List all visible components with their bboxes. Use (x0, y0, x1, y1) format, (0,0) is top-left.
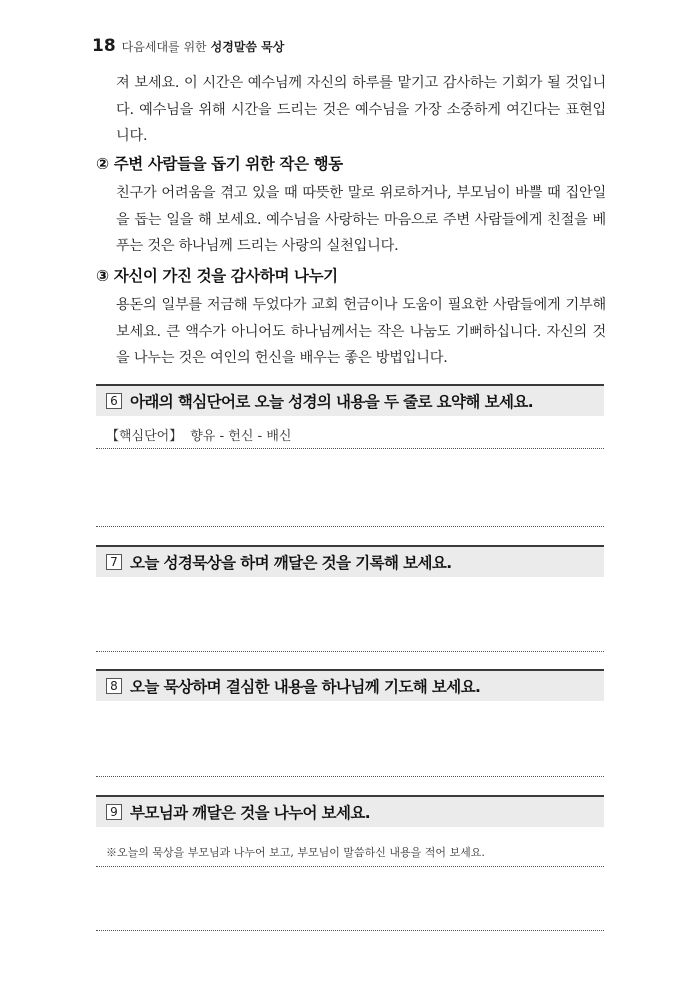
header-title: 성경말씀 묵상 (210, 40, 285, 54)
section-9 (96, 795, 604, 827)
page-number: 18 (92, 36, 116, 56)
answer-line[interactable] (96, 930, 604, 931)
answer-line[interactable] (96, 448, 604, 449)
intro-paragraph: 져 보세요. 이 시간은 예수님께 자신의 하루를 맡기고 감사하는 기회가 될 것입니다. 예수님을 위해 시간을 드리는 것은 예수님을 가장 소중하게 여긴다는 표현입니다. (116, 75, 606, 144)
section-6-title: 아래의 핵심단어로 오늘 성경의 내용을 두 줄로 요약해 보세요. (130, 393, 533, 411)
section-8-bar (96, 669, 604, 701)
answer-line[interactable] (96, 526, 604, 527)
section-7 (96, 545, 604, 577)
keywords: 향유 - 헌신 - 배신 (190, 429, 292, 444)
section-7-title: 오늘 성경묵상을 하며 깨달은 것을 기록해 보세요. (130, 554, 452, 572)
section-8 (96, 669, 604, 701)
section-6-number: 6 (106, 393, 122, 409)
section-8-number: 8 (106, 678, 122, 694)
section-7-number: 7 (106, 554, 122, 570)
action-heading-3: ③ 자신이 가진 것을 감사하며 나누기 (96, 267, 338, 285)
section-9-bar (96, 795, 604, 827)
section-9-number: 9 (106, 804, 122, 820)
section-7-bar (96, 545, 604, 577)
answer-line[interactable] (96, 866, 604, 867)
header-series: 다음세대를 위한 (121, 40, 207, 54)
answer-line[interactable] (96, 651, 604, 652)
action-heading-2: ② 주변 사람들을 돕기 위한 작은 행동 (96, 155, 343, 173)
page-header (92, 36, 284, 60)
section-9-title: 부모님과 깨달은 것을 나누어 보세요. (130, 804, 371, 822)
action-body-3: 용돈의 일부를 저금해 두었다가 교회 헌금이나 도움이 필요한 사람들에게 기부해 보세요. 큰 액수가 아니어도 하나님께서는 작은 나눔도 기뻐하십니다. 자신의 것을 나누는 것은 여인의 헌신을 배우는 좋은 방법입니다. (116, 297, 606, 366)
section-8-title: 오늘 묵상하며 결심한 내용을 하나님께 기도해 보세요. (130, 678, 481, 696)
keyword-label: 【핵심단어】 (106, 429, 183, 444)
section-6-bar (96, 384, 604, 416)
section-9-note: ※오늘의 묵상을 부모님과 나누어 보고, 부모님이 말씀하신 내용을 적어 보세요. (106, 846, 485, 859)
keyword-line (106, 425, 292, 444)
action-body-2: 친구가 어려움을 겪고 있을 때 따뜻한 말로 위로하거나, 부모님이 바쁠 때 집안일을 돕는 일을 해 보세요. 예수님을 사랑하는 마음으로 주변 사람들에게 친절을 베푸는 것은 하나님께 드리는 사랑의 실천입니다. (116, 185, 606, 254)
section-6 (96, 384, 604, 416)
answer-line[interactable] (96, 776, 604, 777)
